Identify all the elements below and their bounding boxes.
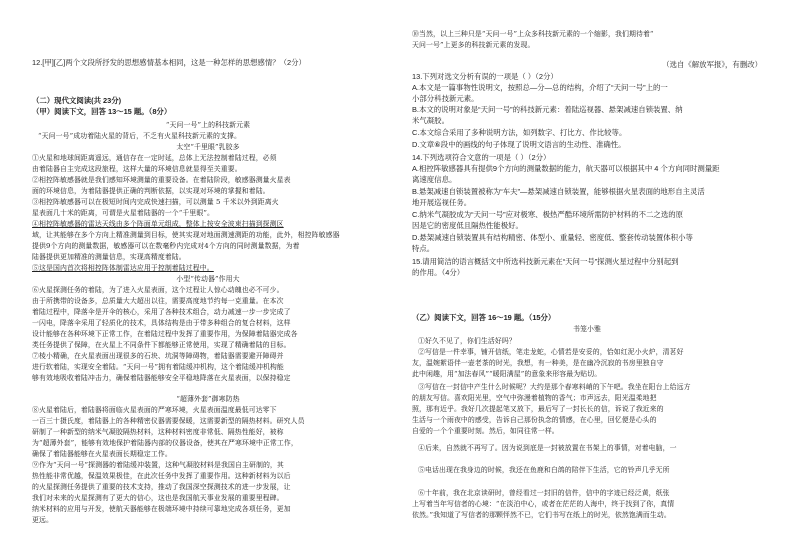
paragraph-line: 此中闲趣，用“加法春风”“暖阳满屋”的意象来形容最为贴切。 (412, 370, 602, 378)
underlined-sentence: ⑤这是国内首次将相控阵体制雷达应用于控制着陆过程中。 (32, 264, 214, 272)
paragraph-line: ③写信在一封信中产生什么时候呢？大约是那个春寒料峭的下午吧。我坐在阳台上给远方 (418, 383, 691, 391)
jia-heading: （甲）阅读下文，回答 13～15 题。（8分） (32, 107, 172, 116)
paragraph-line: 生活与一个雨夜中的感受，告诉自己那份执念的情感，在心里，回忆便是心头的 (412, 416, 657, 424)
paragraph-line: ②相控阵敏感器就是我们感知环境测量的重要设备。在着陆阶段，敏感器测量火星表 (32, 176, 291, 184)
paragraph-line: 面的环境信息，为着陆器提供正确的判断依据，以实现对环境的掌握和着陆。 (32, 187, 270, 195)
paragraph-line: 由于所携带的设备多，总质量大大超出以往，需要高度地节约每一克重量。在本次 (32, 297, 284, 305)
paragraph-line: ①好久不见了，你们生活好吗？ (418, 337, 516, 345)
option-line: 因是它的密度低且隔热性能极好。 (412, 221, 523, 230)
yi-title: 书笼小雅 (573, 325, 601, 333)
subheading-1: 太空“千里眼”乳胶多 (176, 143, 240, 151)
paragraph-line: 确保了着陆器能够在火星表面长期稳定工作。 (32, 450, 172, 458)
option-line: C.纳米气凝胶成为“天问一号”应对极寒、极热严酷环境所需防护材料的不二之选的原 (412, 210, 683, 219)
paragraph-line: ⑦棱小精确，在火星表面出现很多的石块、坑洞等障碍物，着陆器需要避开障碍并 (32, 352, 284, 360)
option-line: D.文章⑥段中的画线的句子体现了说明文语言的生动性、准确性。 (412, 140, 626, 149)
option-line: C.本文综合采用了多种说明方法，如列数字、打比方、作比较等。 (412, 128, 627, 137)
option-line: 小部分科技新元素。 (412, 94, 479, 103)
paragraph-line: 一百三十摄氏度，着陆器上的各种精密仪器需要保暖，这需要新型的隔热材料。研究人员 (32, 417, 305, 425)
section-title: （二）现代文阅读(共 23分) (32, 96, 122, 105)
question-13: 13.下列对选文分析有误的一项是（ ）（2分） (412, 72, 558, 81)
paragraph-line: 为“超薄外套”，能够有效地保护着陆器内部的仪器设备，使其在严寒环境中正常工作， (32, 439, 298, 447)
paragraph-line: 类任务提供了保障，在火星上不同条件下都能够正常使用，实现了精确着陆的目标。 (32, 341, 291, 349)
option-line: B.悬架减速自锁装置被称为“车夫”—悬架减速自锁装置，能够根据火星表面的地形自主灵活 (412, 187, 705, 196)
paragraph-line: 陆器提供更加精准的测量信息，实现高精度着陆。 (32, 253, 186, 261)
paragraph-line: 提供9个方向的测量数据，敏感器可以在数毫秒内完成对4个方向的同时测量数据，为着 (32, 242, 300, 250)
paragraph-line: 一闪电，降落伞采用了轻质化的技术，具体结构是由于带多种组合的复合材料，这样 (32, 319, 291, 327)
paragraph-line: ⑥火星探测任务的着陆，为了进入火星表面，这个过程让人惊心动魄也必不可少。 (32, 286, 284, 294)
subheading-3: “超薄外套”御寒防热 (176, 395, 240, 403)
subheading-2: 小型“传动器”作用大 (176, 275, 240, 283)
question-14: 14.下列选项符合文意的一项是（ ）（2分） (412, 153, 551, 162)
paragraph-line: 热性能非常优越，保温效果极佳，在此次任务中发挥了重要作用。这种新材料为以后 (32, 472, 291, 480)
paragraph-line: 更远。 (32, 516, 53, 524)
question-12: 12.[甲][乙]两个文段所抒发的思想感情基本相同，这是一种怎样的思想感情？（2分） (32, 58, 306, 67)
paragraph-line: ⑤电话出现在我身边的时候，我还在鱼鹿和白鸽的陪伴下生活，它的铃声几乎无所 (418, 466, 670, 474)
paragraph-line: 进行软着陆，实现安全着陆。“天问一号”拥有着陆缓冲机构，这个着陆缓冲机构能 (32, 363, 284, 371)
paragraph-line: 设计能够在各种环境下正常工作，在着陆过程中发挥了重要作用，为保障着陆器完成各 (32, 330, 298, 338)
paragraph-line: 自爱的一个个重要时刻。然后，如同往常一样。 (412, 427, 559, 435)
paragraph-line: 上写着当年写信者的心境：“在淡泊中心，或者在茫茫的人海中，终于找到了你，真情 (412, 500, 675, 508)
question-15: 15.请用简洁的语言概括文中所选科技新元素在“天问一号”探测火星过程中分别起到 (412, 257, 679, 266)
article-title: “天问一号”上的科技新元素 (165, 121, 251, 129)
option-line: 米气凝胶。 (412, 116, 449, 125)
option-line: A.相控阵敏感器具有提供9个方向的测量数据的能力，航天器可以根据其中 4 个方向同时测量距 (412, 164, 720, 173)
paragraph-line: 由着陆器自主完成这段旅程，这样大量的环境信息就显得至关重要。 (32, 165, 242, 173)
paragraph-line: 依然。”我知道了写信者的那颗怦然不已，它们书写在纸上的时光，依然饱满而生动。 (412, 511, 671, 519)
paragraph-line: ⑥十年前，我在北京读研时，曾经看过一封旧的信件，信中的字迹已经泛黄，纸张 (418, 489, 670, 497)
source-note: （选自《解放军报》，有删改） (662, 60, 762, 69)
paragraph-line: 纳米材料的应用与开发，使航天器能够在极端环境中持续可靠地完成各项任务，更加 (32, 505, 291, 513)
paragraph-line: ⑩当然，以上三种只是“天问一号”上众多科技新元素的一个缩影，我们期待着“ (412, 30, 654, 38)
paragraph-line: ⑧火星着陆后，着陆器将面临火星表面的严寒环境，火星表面温度最低可达零下 (32, 406, 277, 414)
paragraph-line: 友，温婉絮语伴一壶老茶的时光，我想，有一种美，是在幽冷沉寂的书房里独自守 (412, 359, 664, 367)
yi-heading: （乙）阅读下文，回答 16～19 题。（15分） (412, 313, 556, 322)
paragraph-line: 星表面几十米的距离，可谓是火星着陆器的一个“千里眼”。 (32, 209, 215, 217)
question-15-cont: 的作用。（4分） (412, 268, 465, 277)
option-line: 地开展巡视任务。 (412, 198, 472, 207)
paragraph-line: 的朋友写信。喜欢阳光里，空气中弥漫着植物的香气；市声远去，阳光温柔地把 (412, 394, 657, 402)
paragraph-line: 天问一号”上更多的科技新元素的发现。 (412, 41, 535, 49)
paragraph-line: 我们对未来的火星探测有了更大的信心，这也是我国航天事业发展的重要里程碑。 (32, 494, 284, 502)
paragraph-line: 照，那有近乎。我好几次提起笔又放下，最后写了一封长长的信，诉说了我近来的 (412, 405, 664, 413)
paragraph-line: 够有效地吸收着陆冲击力，确保着陆器能够安全平稳地降落在火星表面，以保持稳定 (32, 374, 291, 382)
paragraph-line: ①火星和地球间距离遥远，通信存在一定时延，总体上无法控制着陆过程，必须 (32, 154, 277, 162)
paragraph-line: ④后来，自然就不再写了。因为说到底是一封被放置在书架上的事情，对着电脑，一 (418, 444, 677, 452)
option-line: B.本文的说明对象是“天问一号”的科技新元素：着陆巡视器、悬架减速自锁装置、纳 (412, 105, 683, 114)
paragraph-line: ⑨作为“天问一号”探测器的着陆缓冲装置，这种气凝胶材料是我国自主研制的，其 (32, 461, 284, 469)
option-line: A.本文是一篇事物性说明文，按照总—分—总的结构，介绍了“天问一号”上的一 (412, 83, 668, 92)
option-line: 离速度信息。 (412, 175, 457, 184)
paragraph-line: 的火星探测任务提供了重要的技术支持，推动了我国深空探测技术的进一步发展，让 (32, 483, 291, 491)
option-line: D.悬架减速自锁装置具有结构精密、体型小、重量轻、密度低、整套传动装置体积小等 (412, 233, 693, 242)
paragraph-line: 域，让其能够在多个方向上精准测量到目标，使其实现对地面测速测距的功能，此外，相控阵敏感器 (32, 231, 340, 239)
option-line: 特点。 (412, 244, 435, 253)
paragraph-line: ③相控阵敏感器可以在极短时间内完成快速扫描，可以测量 5 千米以外到距离火 (32, 198, 279, 206)
paragraph-line: 研制了一种新型的纳米气凝胶隔热材料，这种材料密度非常低、隔热性能好，被称 (32, 428, 284, 436)
paragraph-line: 着陆过程中，降落伞是开伞的核心，采用了各种技术组合，动力减速一步一步完成了 (32, 308, 291, 316)
underlined-sentence: ④相控阵敏感器的雷达天线由多个阵面单元组成，整体上按安全波束扫描到探测区 (32, 220, 284, 228)
paragraph-line: ②写信是一件幸事，铺开信纸，笔走龙蛇，心情若是安妥的，恰如红泥小火炉，清茗好 (418, 348, 684, 356)
intro: “天问一号”成功着陆火星的背后，不乏有火星科技新元素的支撑。 (38, 132, 241, 140)
